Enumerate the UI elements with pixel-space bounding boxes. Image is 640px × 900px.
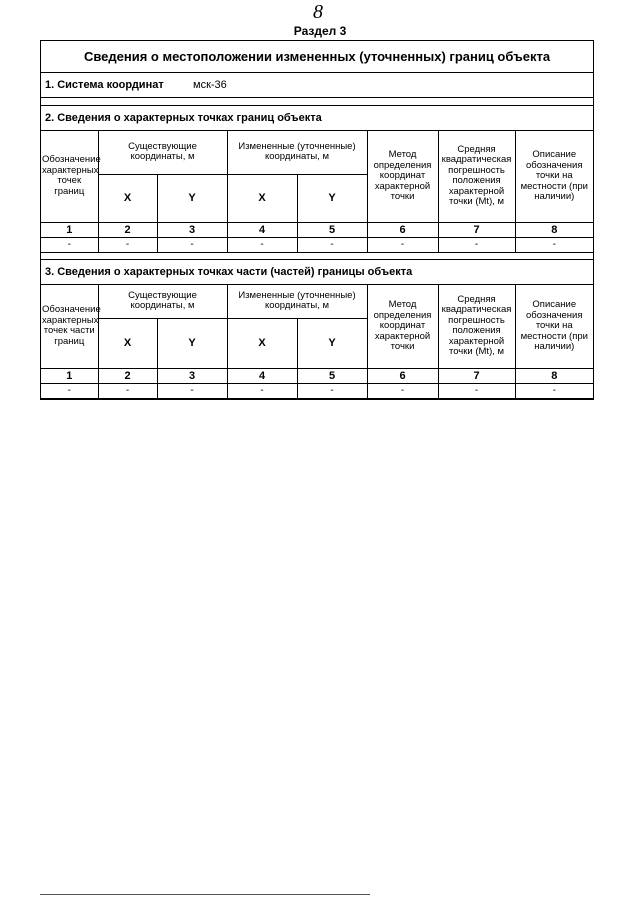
header-existing-coords: Существующие координаты, м — [98, 285, 227, 319]
document-title: Сведения о местоположении измененных (уточненных) границ объекта — [41, 41, 593, 73]
section2-table — [41, 131, 593, 252]
section3-heading: 3. Сведения о характерных точках части (частей) границы объекта — [41, 260, 593, 285]
header-designation: Обозначение характерных точек границ — [41, 131, 98, 222]
table-cell: - — [41, 384, 98, 399]
table-cell: - — [367, 384, 438, 399]
section2-heading: 2. Сведения о характерных точках границ объекта — [41, 106, 593, 131]
document-table — [40, 40, 594, 400]
table-cell: - — [227, 384, 297, 399]
header-error: Средняя квадратическая погрешность положения характерной точки (Mt), м — [438, 131, 515, 222]
header-description: Описание обозначения точки на местности (при наличии) — [515, 285, 593, 369]
table-row — [41, 237, 593, 252]
table-cell: - — [297, 384, 367, 399]
table-cell: - — [438, 237, 515, 252]
table-cell: - — [515, 237, 593, 252]
column-number: 7 — [438, 222, 515, 237]
table-cell: - — [297, 237, 367, 252]
column-numbers-row — [41, 222, 593, 237]
header-changed-x: X — [227, 319, 297, 369]
column-number: 2 — [98, 222, 157, 237]
column-number: 1 — [41, 222, 98, 237]
header-method: Метод определения координат характерной точки — [367, 131, 438, 222]
header-existing-coords: Существующие координаты, м — [98, 131, 227, 174]
header-designation: Обозначение характерных точек части границ — [41, 285, 98, 369]
table-cell: - — [367, 237, 438, 252]
coordinate-system-row — [41, 73, 593, 98]
table-cell: - — [98, 237, 157, 252]
column-number: 8 — [515, 222, 593, 237]
coordinate-system-value: мск-36 — [193, 79, 227, 91]
table-cell: - — [98, 384, 157, 399]
header-row — [41, 131, 593, 174]
header-changed-coords: Измененные (уточненные) координаты, м — [227, 131, 367, 174]
table-cell: - — [515, 384, 593, 399]
column-number: 7 — [438, 369, 515, 384]
table-cell: - — [438, 384, 515, 399]
column-number: 2 — [98, 369, 157, 384]
page-number: 8 — [313, 1, 323, 23]
column-number: 4 — [227, 222, 297, 237]
header-error: Средняя квадратическая погрешность положения характерной точки (Mt), м — [438, 285, 515, 369]
header-row — [41, 285, 593, 319]
header-changed-y: Y — [297, 319, 367, 369]
column-number: 8 — [515, 369, 593, 384]
table-cell: - — [157, 384, 227, 399]
column-numbers-row — [41, 369, 593, 384]
table-cell: - — [227, 237, 297, 252]
header-existing-y: Y — [157, 319, 227, 369]
section-label: Раздел 3 — [293, 24, 347, 38]
table-cell: - — [157, 237, 227, 252]
header-changed-coords: Измененные (уточненные) координаты, м — [227, 285, 367, 319]
table-row — [41, 384, 593, 399]
header-method: Метод определения координат характерной точки — [367, 285, 438, 369]
section3-table — [41, 285, 593, 399]
spacer-row — [41, 98, 593, 106]
table-cell: - — [41, 237, 98, 252]
header-changed-x: X — [227, 174, 297, 222]
header-existing-x: X — [98, 174, 157, 222]
column-number: 5 — [297, 222, 367, 237]
header-existing-y: Y — [157, 174, 227, 222]
spacer-row — [41, 252, 593, 260]
column-number: 6 — [367, 222, 438, 237]
header-description: Описание обозначения точки на местности (при наличии) — [515, 131, 593, 222]
column-number: 5 — [297, 369, 367, 384]
header-existing-x: X — [98, 319, 157, 369]
column-number: 3 — [157, 222, 227, 237]
header-changed-y: Y — [297, 174, 367, 222]
footer-rule — [40, 894, 370, 895]
column-number: 3 — [157, 369, 227, 384]
column-number: 4 — [227, 369, 297, 384]
column-number: 1 — [41, 369, 98, 384]
coordinate-system-label: 1. Система координат — [45, 79, 164, 91]
column-number: 6 — [367, 369, 438, 384]
